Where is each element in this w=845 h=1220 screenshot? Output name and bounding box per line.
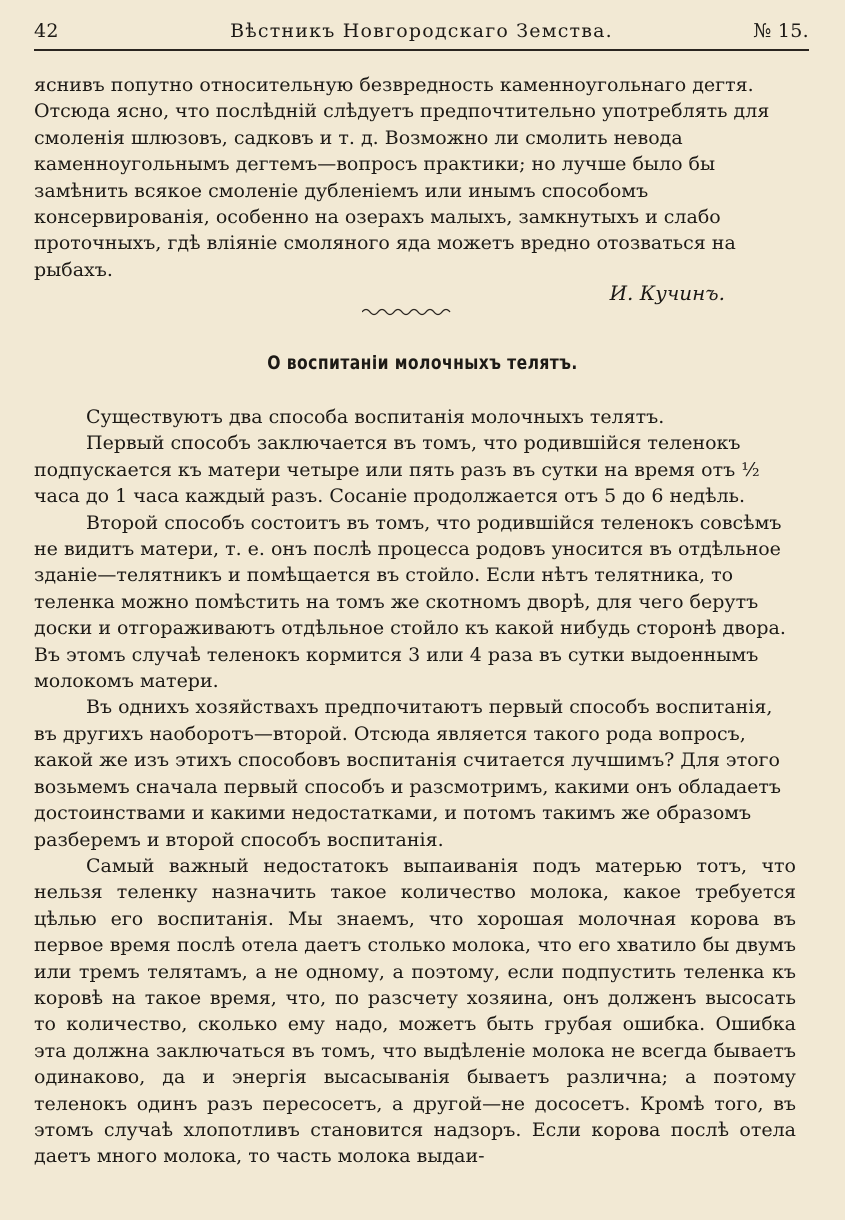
author-signature: И. Кучинъ. [609,281,725,305]
article-paragraph: Въ однихъ хозяйствахъ предпочитаютъ первый способъ воспитанiя, въ другихъ наоборотъ—второй. Отсюда является такого рода вопросъ, какой же изъ этихъ способовъ воспитанiя считается лучшимъ? Для этого возьмемъ сначала первый способъ и разсмотримъ, какими онъ обладаетъ достоинствами и какими недостатками, и потомъ такимъ же образомъ разберемъ и второй способъ воспитанiя. [34,696,782,851]
article-paragraph: Существуютъ два способа воспитанiя молочныхъ телятъ. [86,406,665,428]
intro-text: яснивъ попутно относительную безвредность каменноугольнаго дегтя. Отсюда ясно, что послѣднiй слѣдуетъ предпочтительно употреблять для смоленiя шлюзовъ, садковъ и т. д. Возможно ли смолить невода каменноугольнымъ дегтемъ—вопросъ практики; но лучше было бы замѣнить всякое смоленiе дубленiемъ или инымъ способомъ консервированiя, особенно на озерахъ малыхъ, замкнутыхъ и слабо проточныхъ, гдѣ влiянiе смоляного яда можетъ вредно отозваться на рыбахъ. [34,74,770,281]
article-title: О воспитанiи молочныхъ телятъ. [267,352,578,374]
header-rule [34,49,809,51]
article-paragraph: Самый важный недостатокъ выпаиванiя подъ матерью тотъ, что нельзя теленку назначить такое количество молока, какое требуется цѣлью его воспитанiя. Мы знаемъ, что хорошая молочная корова въ первое время послѣ отела даетъ столько молока, что его хватило бы двумъ или тремъ телятамъ, а не одному, а поэтому, если подпустить теленка къ коровѣ на такое время, что, по разсчету хозяина, онъ долженъ высосать то количество, сколько ему надо, можетъ быть грубая ошибка. Ошибка эта должна заключаться въ томъ, что выдѣленiе молока не всегда бываетъ одинаково, да и энергiя высасыванiя бываетъ различна; а поэтому теленокъ одинъ разъ пересосетъ, а другой—не дососетъ. Кромѣ того, въ этомъ случаѣ хлопотливъ становится надзоръ. Если корова послѣ отела даетъ много молока, то часть молока выдаи- [34,854,796,1168]
decorative-divider [362,306,452,318]
article-paragraph: Второй способъ состоитъ въ томъ, что родившiйся теленокъ совсѣмъ не видитъ матери, т. е. онъ послѣ процесса родовъ уносится въ отдѣльное зданiе—телятникъ и помѣщается въ стойло. Если нѣтъ телятника, то теленка можно помѣстить на томъ же скотномъ дворѣ, для чего берутъ доски и отгораживаютъ отдѣльное стойло къ какой нибудь сторонѣ двора. Въ этомъ случаѣ теленокъ кормится 3 или 4 раза въ сутки выдоеннымъ молокомъ матери. [34,511,786,693]
article-paragraph: Первый способъ заключается въ томъ, что родившiйся теленокъ подпускается къ матери четыре или пять разъ въ сутки на время отъ ½ часа до 1 часа каждый разъ. Сосанiе продолжается отъ 5 до 6 недѣль. [34,432,760,508]
running-header [34,20,809,48]
intro-paragraph [34,72,796,283]
article-body [34,404,796,1170]
issue-number: № 15. [753,20,809,42]
page-number: 42 [34,20,59,42]
journal-title: Вѣстникъ Новгородскаго Земства. [230,20,613,42]
